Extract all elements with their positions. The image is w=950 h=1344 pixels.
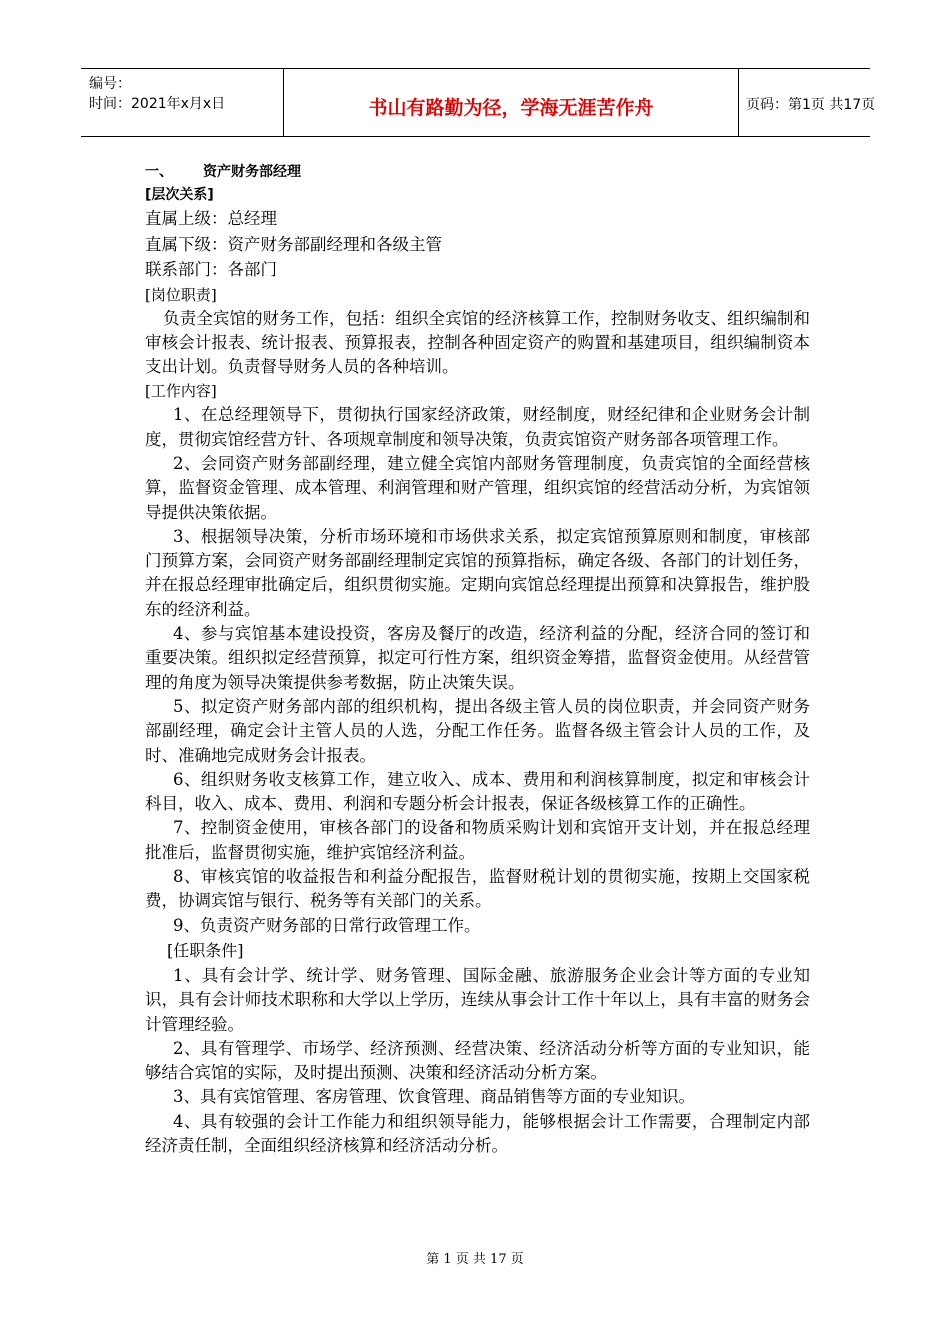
qualification-item: 3、具有宾馆管理、客房管理、饮食管理、商品销售等方面的专业知识。 — [173, 1087, 696, 1107]
qualification-item: 1、具有会计学、统计学、财务管理、国际金融、旅游服务企业会计等方面的专业知识，具有会计师技术职称和大学以上学历，连续从事会计工作十年以上，具有丰富的财务会计管理经验。 — [145, 965, 810, 1034]
direct-subordinate-line: 直属下级：资产财务部副经理和各级主管 — [145, 234, 442, 254]
qualification-item: 4、具有较强的会计工作能力和组织领导能力，能够根据会计工作需要，合理制定内部经济责任制，全面组织经济核算和经济活动分析。 — [145, 1111, 810, 1155]
header-page-info: 页码：第1页 共17页 — [746, 97, 876, 113]
work-item: 8、审核宾馆的收益报告和利益分配报告，监督财税计划的贯彻实施，按期上交国家税费，协调宾馆与银行、税务等有关部门的关系。 — [145, 867, 810, 911]
header-middle-cell — [283, 69, 739, 136]
work-item: 5、拟定资产财务部内部的组织机构，提出各级主管人员的岗位职责，并会同资产财务部副经理，确定会计主管人员的人选，分配工作任务。监督各级主管会计人员的工作，及时、准确地完成财务会计报表。 — [145, 696, 810, 765]
header-right-cell — [738, 69, 876, 136]
header-motto: 书山有路勤为径，学海无涯苦作舟 — [368, 97, 654, 119]
qualification-item: 2、具有管理学、市场学、经济预测、经营决策、经济活动分析等方面的专业知识，能够结合宾馆的实际，及时提出预测、决策和经济活动分析方案。 — [145, 1038, 810, 1083]
section-title — [145, 160, 810, 184]
section-number: 一、 — [145, 164, 173, 180]
duties-paragraph: 负责全宾馆的财务工作，包括：组织全宾馆的经济核算工作，控制财务收支、组织编制和审核会计报表、统计报表、预算报表，控制各种固定资产的购置和基建项目，组织编制资本支出计划。负责督导财务人员的各种培训。 — [145, 308, 810, 377]
work-item: 1、在总经理领导下，贯彻执行国家经济政策，财经制度，财经纪律和企业财务会计制度，贯彻宾馆经营方针、各项规章制度和领导决策，负责宾馆资产财务部各项管理工作。 — [145, 405, 810, 449]
page-header — [81, 68, 876, 137]
direct-superior-line: 直属上级：总经理 — [145, 209, 277, 228]
section-title-text: 资产财务部经理 — [203, 164, 301, 180]
work-item: 2、会同资产财务部副经理，建立健全宾馆内部财务管理制度，负责宾馆的全面经营核算，监督资金管理、成本管理、利润管理和财产管理，组织宾馆的经营活动分析，为宾馆领导提供决策依据。 — [145, 453, 810, 522]
qualifications-label: [任职条件] — [167, 940, 244, 960]
work-item: 3、根据领导决策，分析市场环境和市场供求关系，拟定宾馆预算原则和制度，审核部门预算方案，会同资产财务部副经理制定宾馆的预算指标，确定各级、各部门的计划任务，并在报总经理审批确定后，组织贯彻实施。定期向宾馆总经理提出预算和决算报告，维护股东的经济利益。 — [145, 526, 810, 619]
duties-label: [岗位职责] — [145, 285, 217, 304]
work-item: 4、参与宾馆基本建设投资，客房及餐厅的改造，经济利益的分配，经济合同的签订和重要决策。组织拟定经营预算，拟定可行性方案，组织资金筹措，监督资金使用。从经营管理的角度为领导决策提供参考数据，防止决策失误。 — [145, 624, 810, 692]
document-number-label: 编号： — [89, 76, 131, 92]
page-footer: 第 1 页 共 17 页 — [426, 1252, 524, 1267]
work-item: 7、控制资金使用，审核各部门的设备和物质采购计划和宾馆开支计划，并在报总经理批准后，监督贯彻实施，维护宾馆经济利益。 — [145, 818, 810, 862]
document-body — [145, 160, 810, 1158]
related-departments-line: 联系部门：各部门 — [145, 260, 277, 279]
header-left-cell — [81, 69, 283, 136]
work-content-label: [工作内容] — [145, 382, 217, 401]
hierarchy-label: [层次关系] — [145, 187, 214, 203]
work-item: 6、组织财务收支核算工作，建立收入、成本、费用和利润核算制度，拟定和审核会计科目，收入、成本、费用、利润和专题分析会计报表，保证各级核算工作的正确性。 — [145, 769, 810, 814]
document-time-label: 时间：2021年x月x日 — [89, 96, 226, 112]
work-item: 9、负责资产财务部的日常行政管理工作。 — [173, 915, 481, 935]
